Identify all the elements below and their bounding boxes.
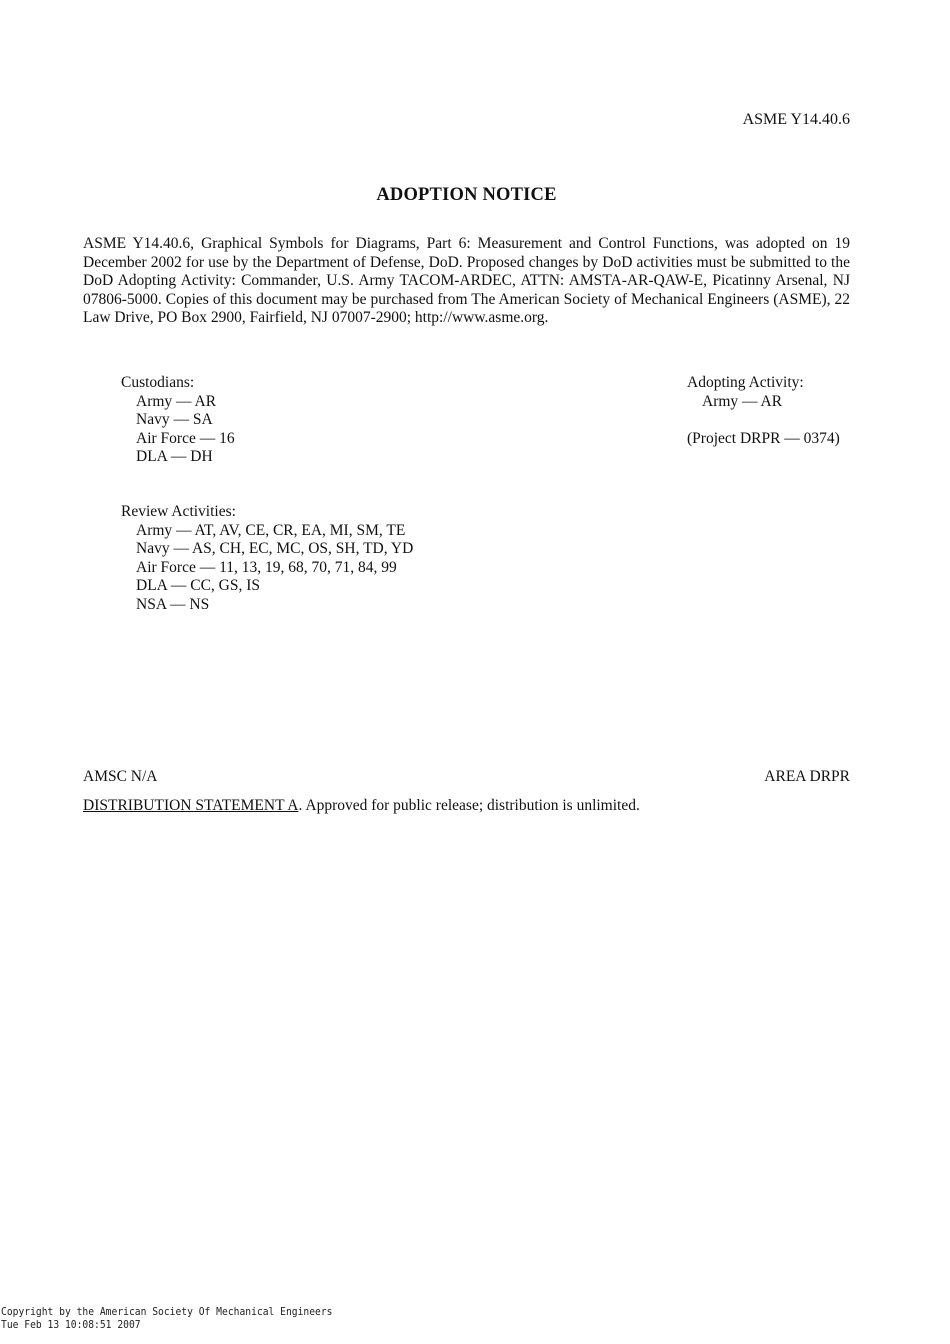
custodian-item: Navy — SA bbox=[136, 411, 213, 429]
review-activity-item: Navy — AS, CH, EC, MC, OS, SH, TD, YD bbox=[136, 540, 414, 558]
review-activity-item: Army — AT, AV, CE, CR, EA, MI, SM, TE bbox=[136, 521, 406, 539]
copyright-footer bbox=[1, 1306, 333, 1332]
custodians-block bbox=[121, 374, 235, 467]
custodian-item: Army — AR bbox=[136, 392, 217, 410]
review-activity-item: Air Force — 11, 13, 19, 68, 70, 71, 84, 99 bbox=[136, 558, 397, 576]
adopting-activity-heading: Adopting Activity: bbox=[687, 374, 804, 391]
amsc-number: AMSC N/A bbox=[83, 768, 158, 785]
distribution-text: . Approved for public release; distribution is unlimited. bbox=[298, 797, 640, 814]
page-title: ADOPTION NOTICE bbox=[376, 185, 557, 205]
project-number: (Project DRPR — 0374) bbox=[687, 429, 840, 447]
document-id: ASME Y14.40.6 bbox=[742, 111, 850, 128]
custodian-item: DLA — DH bbox=[136, 448, 213, 466]
review-activity-item: DLA — CC, GS, IS bbox=[136, 577, 261, 595]
review-activities-block bbox=[121, 503, 413, 615]
adoption-paragraph: ASME Y14.40.6, Graphical Symbols for Diagrams, Part 6: Measurement and Control Functions, was adopted on 19 December 2002 for use by the Department of Defense, DoD. Proposed changes by DoD activities must be submitted to the DoD Adopting Activity: Commander, U.S. Army TACOM-ARDEC, ATTN: AMSTA-AR-QAW-E, Picatinny Arsenal, NJ 07806-5000. Copies of this document may be purchased from The American Society of Mechanical Engineers (ASME), 22 Law Drive, PO Box 2900, Fairfield, NJ 07007-2900; http://www.asme.org. bbox=[83, 235, 850, 326]
distribution-label: DISTRIBUTION STATEMENT A bbox=[83, 797, 299, 814]
timestamp-line: Tue Feb 13 10:08:51 2007 bbox=[1, 1319, 141, 1331]
custodians-heading: Custodians: bbox=[121, 374, 195, 391]
review-activities-heading: Review Activities: bbox=[121, 503, 236, 520]
area-code: AREA DRPR bbox=[764, 768, 850, 785]
copyright-line: Copyright by the American Society Of Mechanical Engineers bbox=[1, 1306, 333, 1318]
custodian-item: Air Force — 16 bbox=[136, 429, 235, 447]
adopting-activity-block bbox=[687, 374, 840, 448]
adopting-activity-item: Army — AR bbox=[702, 392, 783, 410]
distribution-statement bbox=[83, 797, 640, 815]
review-activity-item: NSA — NS bbox=[136, 595, 210, 613]
